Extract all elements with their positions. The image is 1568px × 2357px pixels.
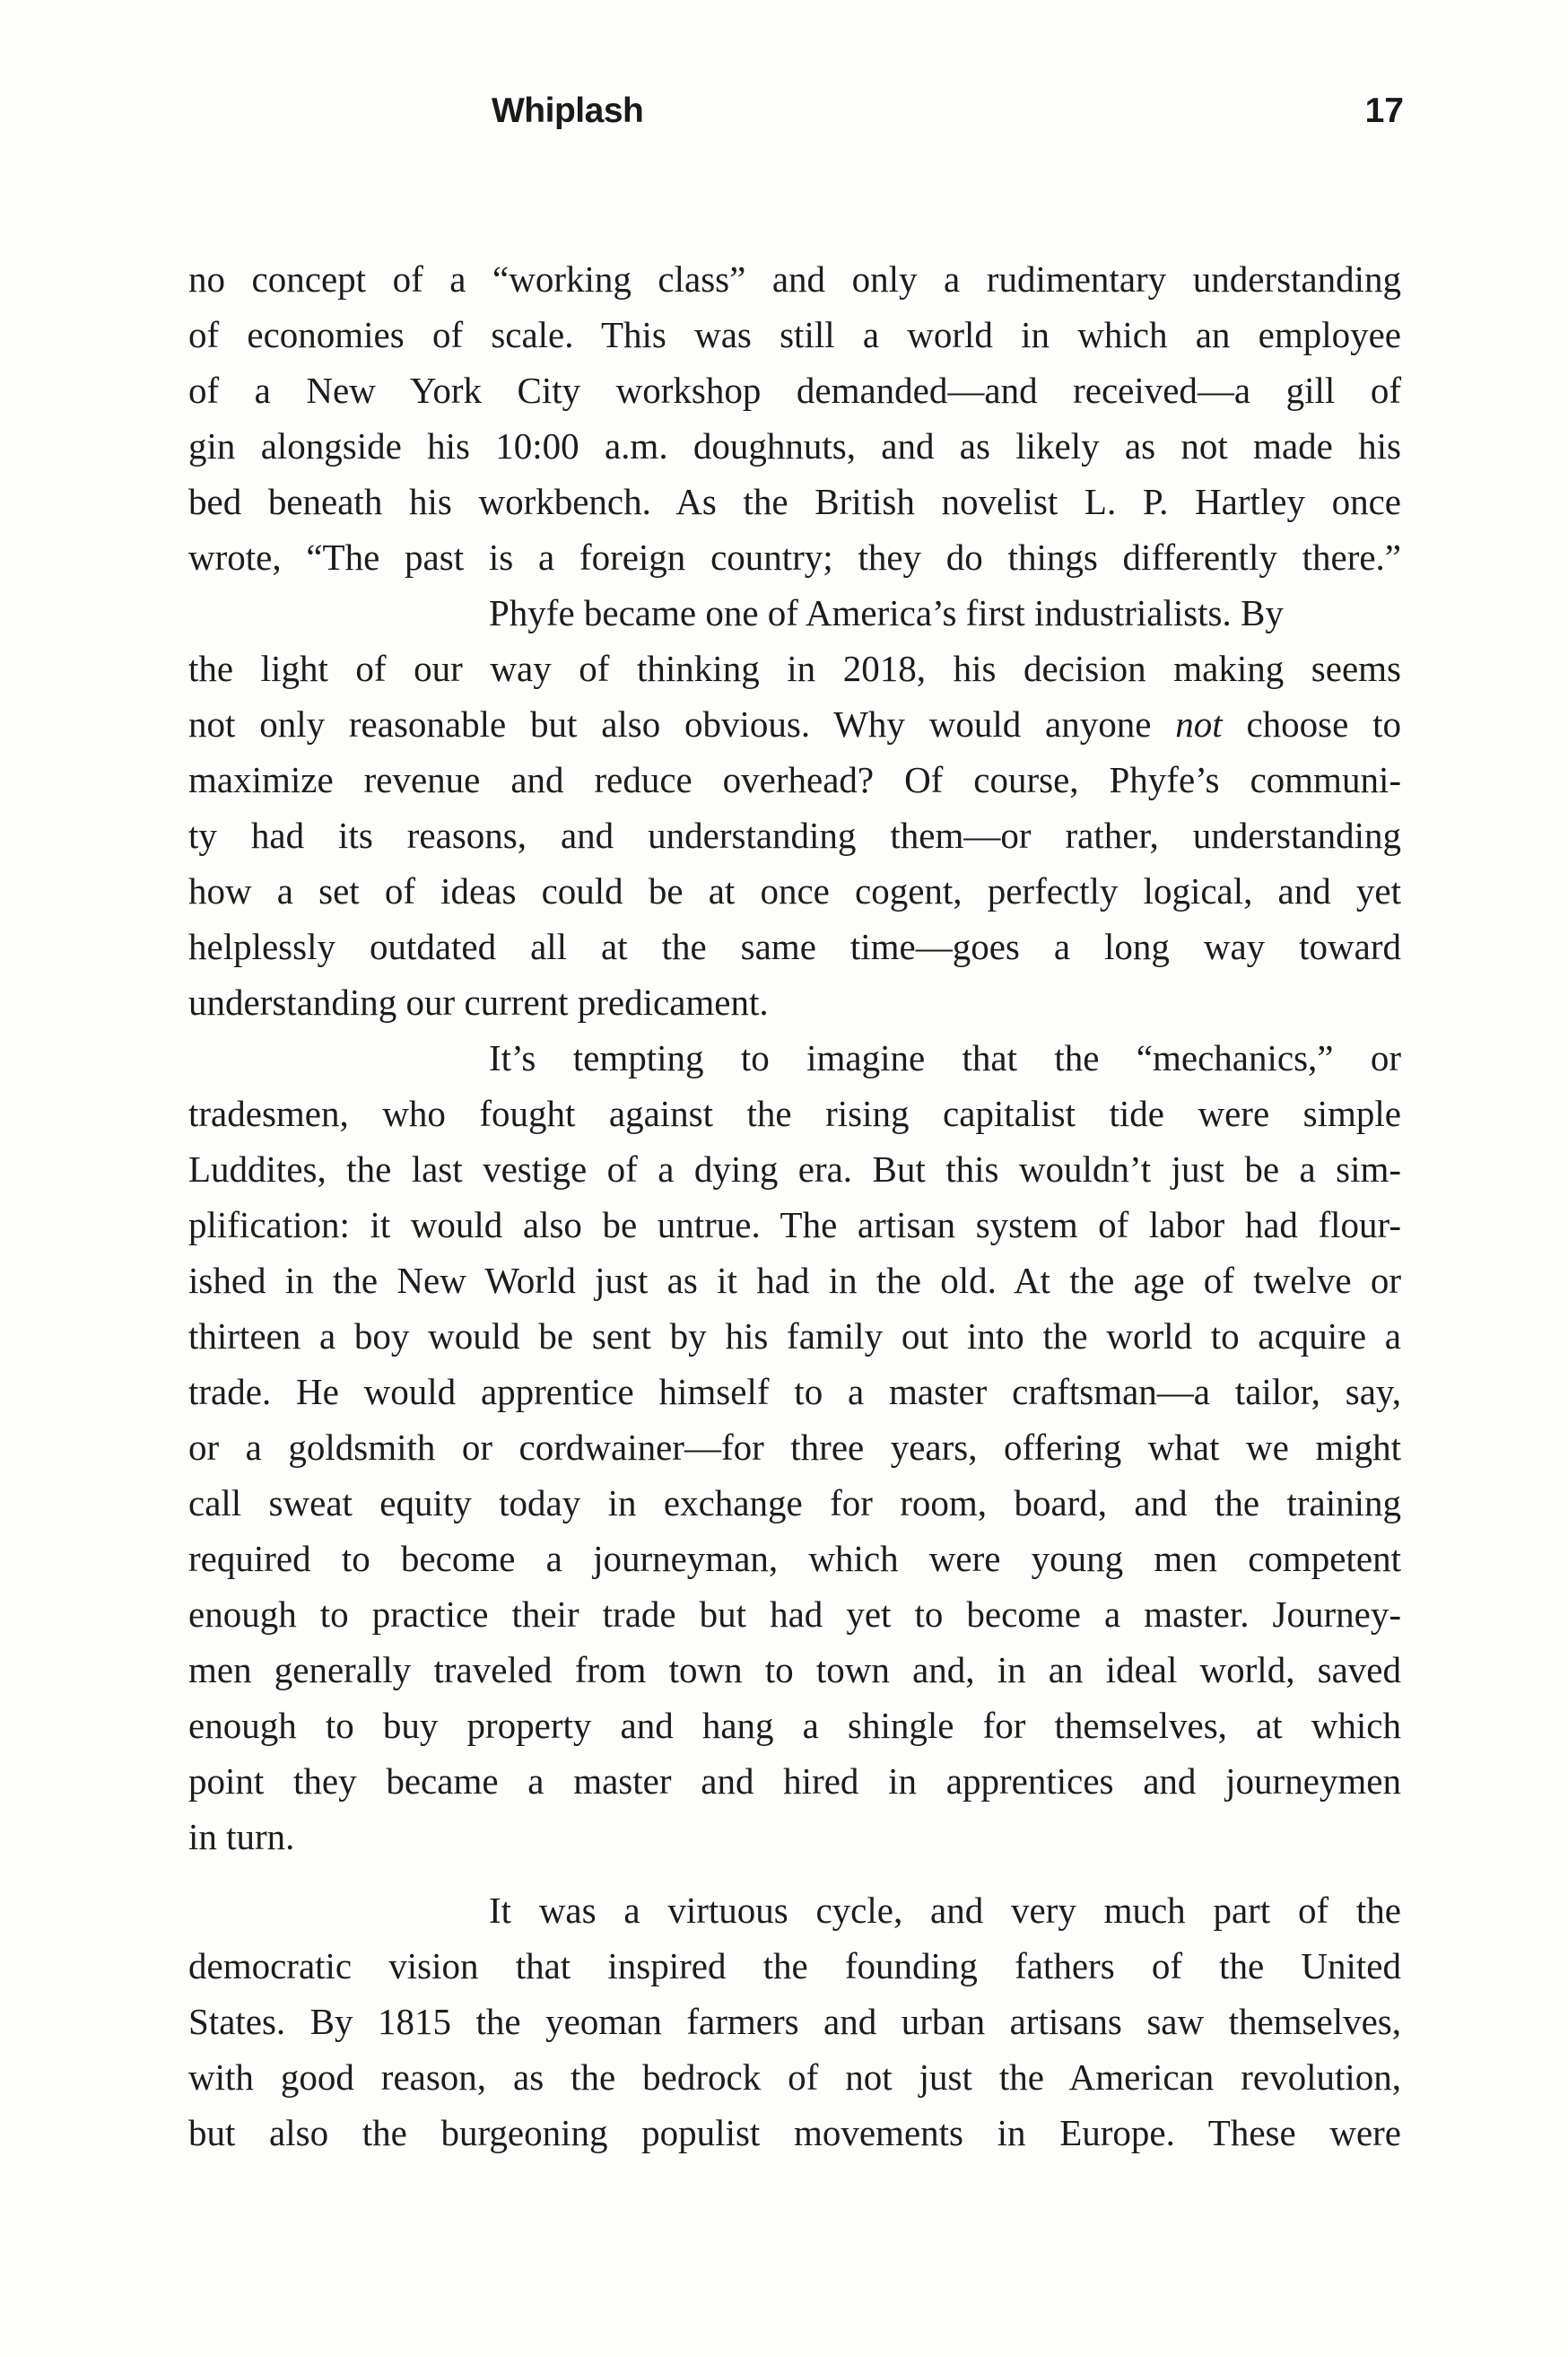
- text-line: States. By 1815 the yeoman farmers and urban artisans saw themselves,: [188, 2001, 1401, 2042]
- text-line: with good reason, as the bedrock of not just the American revolution,: [188, 2056, 1401, 2098]
- text-line: of economies of scale. This was still a world in which an employee: [188, 314, 1401, 355]
- text-line: gin alongside his 10:00 a.m. doughnuts, and as likely as not made his: [188, 425, 1401, 467]
- text-line: point they became a master and hired in apprentices and journeymen: [188, 1760, 1401, 1802]
- text-line: men generally traveled from town to town and, in an ideal world, saved: [188, 1649, 1401, 1690]
- text-line: call sweat equity today in exchange for room, board, and the training: [188, 1482, 1401, 1523]
- running-title: Whiplash: [492, 92, 644, 130]
- text-line: in turn.: [188, 1816, 295, 1857]
- text-line: no concept of a “working class” and only a rudimentary understanding: [188, 258, 1401, 300]
- text-line: or a goldsmith or cordwainer—for three years, offering what we might: [188, 1427, 1401, 1468]
- text-line: plification: it would also be untrue. The artisan system of labor had flour-: [188, 1204, 1401, 1245]
- text-line: [188, 696, 1401, 752]
- page-number: 17: [1364, 92, 1404, 130]
- text-line: wrote, “The past is a foreign country; they do things differently there.”: [188, 537, 1401, 578]
- text-line: thirteen a boy would be sent by his family out into the world to acquire a: [188, 1315, 1401, 1357]
- text-line: It’s tempting to imagine that the “mechanics,” or: [489, 1037, 1401, 1078]
- paragraph-3: [188, 1030, 1401, 1864]
- text-line: ty had its reasons, and understanding them—or rather, understanding: [188, 815, 1401, 856]
- text-line: helplessly outdated all at the same time—goes a long way toward: [188, 926, 1401, 967]
- text-fragment: choose to: [1222, 703, 1401, 745]
- text-line: enough to practice their trade but had yet to become a master. Journey-: [188, 1593, 1401, 1635]
- text-line: how a set of ideas could be at once cogent, perfectly logical, and yet: [188, 870, 1401, 912]
- text-line: Luddites, the last vestige of a dying era. But this wouldn’t just be a sim-: [188, 1148, 1401, 1190]
- text-line: democratic vision that inspired the founding fathers of the United: [188, 1945, 1401, 1986]
- text-line: ished in the New World just as it had in the old. At the age of twelve or: [188, 1260, 1401, 1301]
- text-fragment: not only reasonable but also obvious. Why would anyone: [188, 703, 1176, 745]
- text-line: bed beneath his workbench. As the British novelist L. P. Hartley once: [188, 481, 1401, 522]
- text-line: trade. He would apprentice himself to a master craftsman—a tailor, say,: [188, 1371, 1401, 1412]
- italic-word: not: [1175, 703, 1223, 745]
- text-line: Phyfe became one of America’s first industrialists. By: [489, 592, 1284, 633]
- text-line: but also the burgeoning populist movements in Europe. These were: [188, 2112, 1401, 2153]
- paragraph-gap: [188, 1864, 1401, 1882]
- text-line: required to become a journeyman, which were young men competent: [188, 1538, 1401, 1579]
- paragraph-1: [188, 251, 1401, 585]
- text-line: tradesmen, who fought against the rising capitalist tide were simple: [188, 1093, 1401, 1134]
- body-text: [188, 251, 1401, 2161]
- text-line: It was a virtuous cycle, and very much part of the: [489, 1890, 1401, 1931]
- text-line: enough to buy property and hang a shingle for themselves, at which: [188, 1705, 1401, 1746]
- paragraph-4: [188, 1882, 1401, 2161]
- text-line: the light of our way of thinking in 2018, his decision making seems: [188, 648, 1401, 689]
- text-line: maximize revenue and reduce overhead? Of course, Phyfe’s communi-: [188, 759, 1401, 800]
- paragraph-2: [188, 585, 1401, 1030]
- text-line: of a New York City workshop demanded—and received—a gill of: [188, 370, 1401, 411]
- text-line: understanding our current predicament.: [188, 982, 769, 1023]
